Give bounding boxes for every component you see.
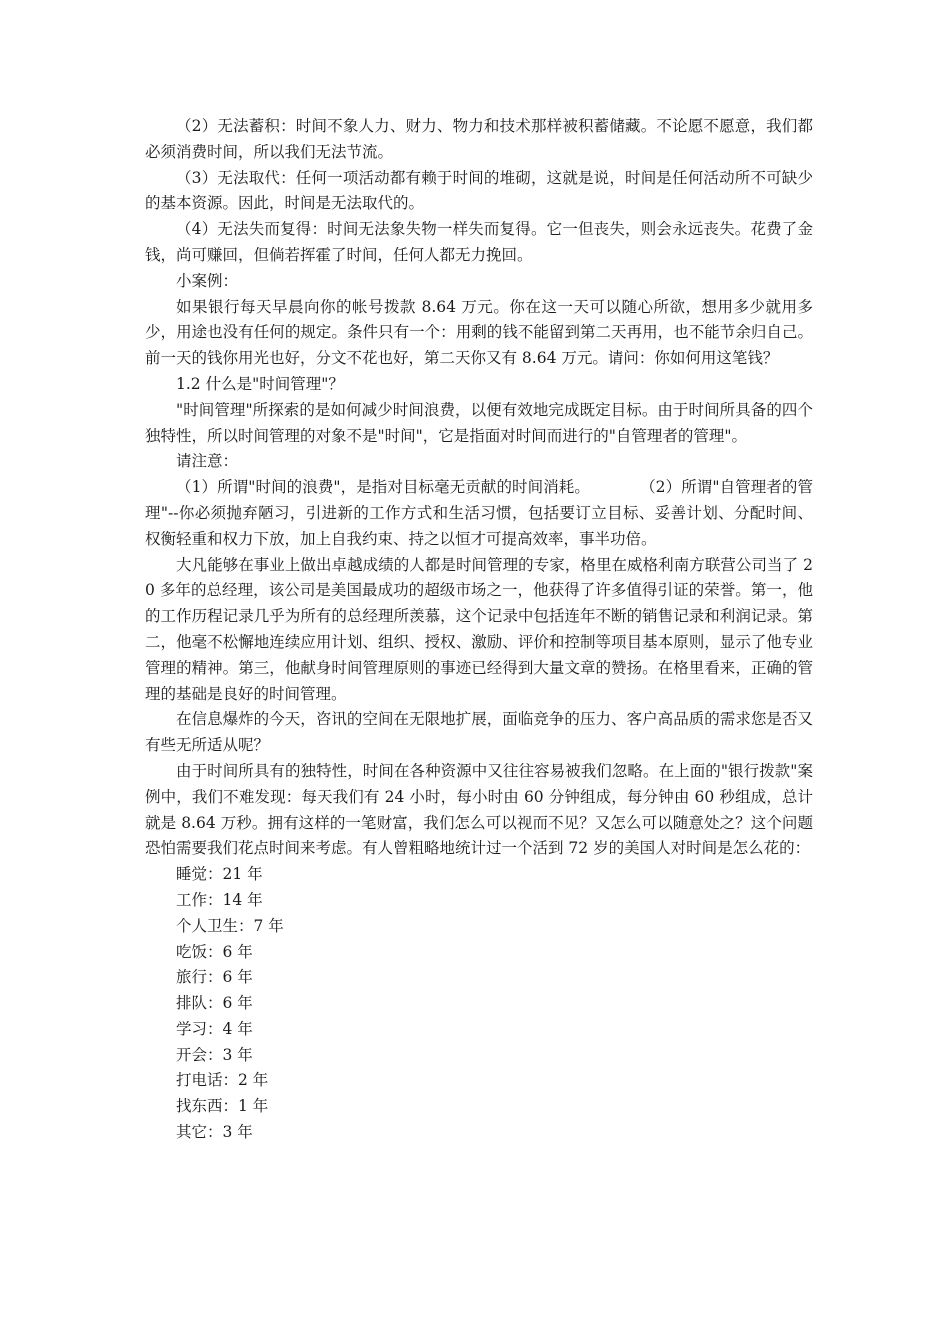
list-item: 睡觉：21 年 <box>176 865 263 884</box>
note-heading: 请注意： <box>176 452 239 471</box>
list-item: 找东西：1 年 <box>176 1097 269 1116</box>
list-item: 排队：6 年 <box>176 994 253 1013</box>
list-item: 其它：3 年 <box>176 1123 253 1142</box>
list-item: 学习：4 年 <box>176 1019 253 1038</box>
document-body <box>145 114 813 1146</box>
time-usage-list <box>145 862 813 1146</box>
section-heading-time-management: 1.2 什么是"时间管理"？ <box>176 374 344 393</box>
paragraph-definition: "时间管理"所探索的是如何减少时间浪费，以便有效地完成既定目标。由于时间所具备的四个独特性，所以时间管理的对象不是"时间"，它是指面对时间而进行的"自管理者的管理"。 <box>145 400 813 445</box>
list-item: 吃饭：6 年 <box>176 942 253 961</box>
paragraph-bank-case: 如果银行每天早晨向你的帐号拨款 8.64 万元。你在这一天可以随心所欲，想用多少就用多少，用途也没有任何的规定。条件只有一个：用剩的钱不能留到第二天再用，也不能节余归自己。前一天的钱你用光也好，分文不花也好，第二天你又有 8.64 万元。请问：你如何用这笔钱？ <box>145 297 813 368</box>
list-item: 工作：14 年 <box>176 890 263 909</box>
paragraph-notes: （1）所谓"时间的浪费"，是指对目标毫无贡献的时间消耗。 （2）所谓"自管理者的管理"--你必须抛弃陋习，引进新的工作方式和生活习惯，包括要订立目标、妥善计划、分配时间、权衡轻重和权力下放，加上自我约束、持之以恒才可提高效率，事半功倍。 <box>145 478 813 548</box>
paragraph-gerry-example: 大凡能够在事业上做出卓越成绩的人都是时间管理的专家，格里在威格利南方联营公司当了 20 多年的总经理，该公司是美国最成功的超级市场之一，他获得了许多值得引证的荣誉。第一，他的工作历程记录几乎为所有的总经理所羡慕，这个记录中包括连年不断的销售记录和利润记录。第二，他毫不松懈地连续应用计划、组织、授权、激励、评价和控制等项目基本原则，显示了他专业管理的精神。第三，他献身时间管理原则的事迹已经得到大量文章的赞扬。在格里看来，正确的管理的基础是良好的时间管理。 <box>145 555 813 703</box>
paragraph-irretrievable: （4）无法失而复得：时间无法象失物一样失而复得。它一但丧失，则会永远丧失。花费了金钱，尚可赚回，但倘若挥霍了时间，任何人都无力挽回。 <box>145 220 813 264</box>
paragraph-information-age: 在信息爆炸的今天，咨讯的空间在无限地扩展，面临竞争的压力、客户高品质的需求您是否又有些无所适从呢？ <box>145 710 813 755</box>
case-heading: 小案例： <box>176 271 239 290</box>
list-item: 旅行：6 年 <box>176 968 253 987</box>
list-item: 开会：3 年 <box>176 1045 253 1064</box>
list-item: 个人卫生：7 年 <box>176 916 284 935</box>
paragraph-irreplaceable: （3）无法取代：任何一项活动都有赖于时间的堆砌，这就是说，时间是任何活动所不可缺少的基本资源。因此，时间是无法取代的。 <box>145 168 813 213</box>
list-item: 打电话：2 年 <box>176 1071 269 1090</box>
paragraph-time-statistics: 由于时间所具有的独特性，时间在各种资源中又往往容易被我们忽略。在上面的"银行拨款"案例中，我们不难发现：每天我们有 24 小时，每小时由 60 分钟组成，每分钟由 60 秒组成，总计就是 8.64 万秒。拥有这样的一笔财富，我们怎么可以视而不见？又怎么可以随意处之？这个问题恐怕需要我们花点时间来考虑。有人曾粗略地统计过一个活到 72 岁的美国人对时间是怎么花的： <box>145 761 813 858</box>
paragraph-no-accumulation: （2）无法蓄积：时间不象人力、财力、物力和技术那样被积蓄储藏。不论愿不愿意，我们都必须消费时间，所以我们无法节流。 <box>145 117 813 161</box>
